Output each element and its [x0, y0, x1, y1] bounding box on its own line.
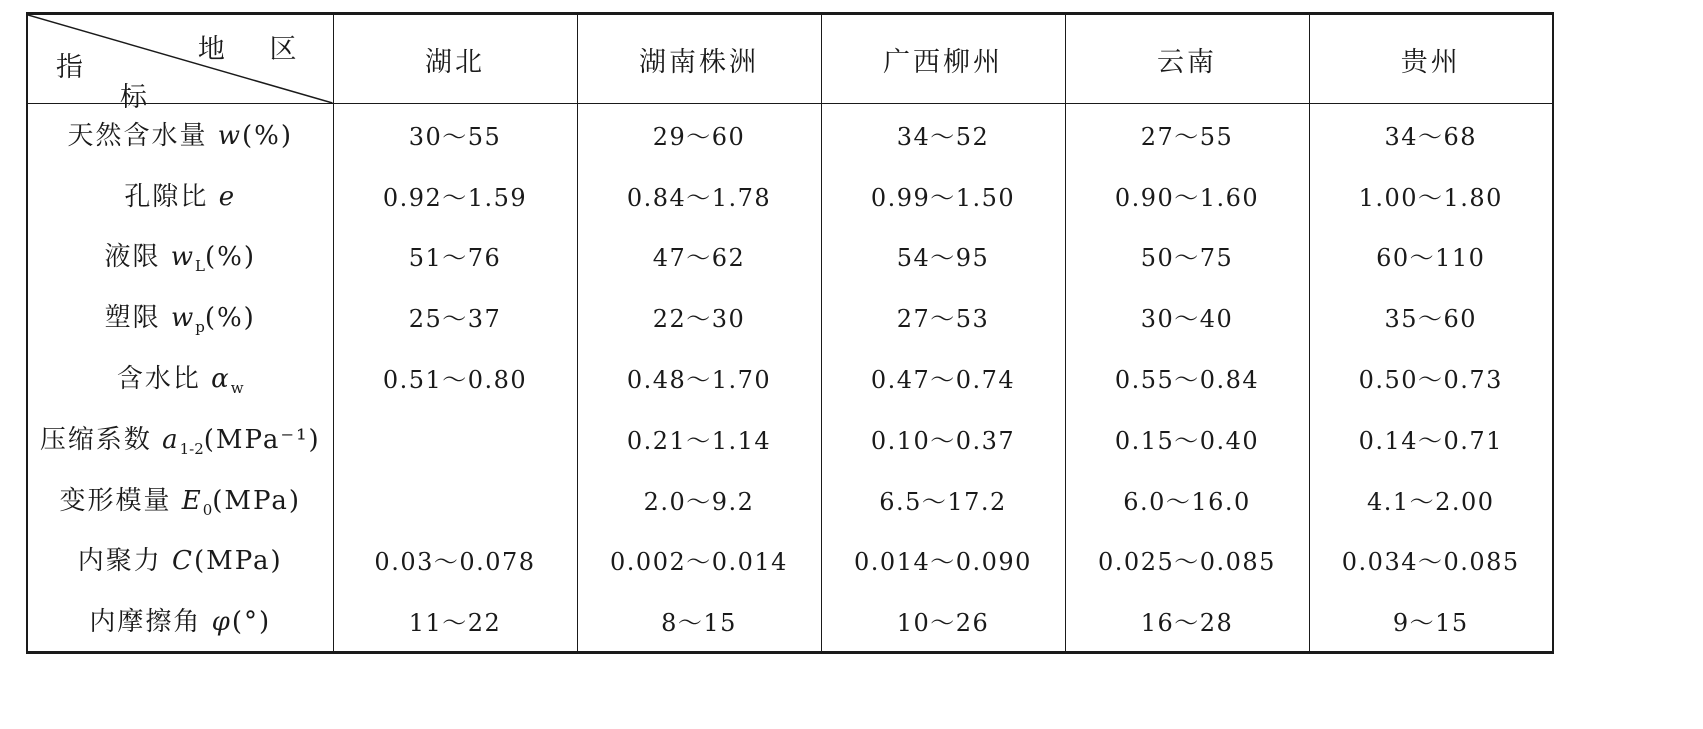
value-cell: 6.5～17.2 [821, 469, 1065, 530]
table-row [27, 226, 1553, 287]
indicator-subscript: 0 [202, 500, 213, 519]
value-cell: 0.025～0.085 [1065, 530, 1309, 591]
soil-properties-table [26, 12, 1554, 654]
value-cell: 50～75 [1065, 226, 1309, 287]
indicator-symbol: e [218, 181, 237, 212]
corner-region-label: 地 区 [197, 34, 315, 65]
value-cell: 0.47～0.74 [821, 347, 1065, 408]
value-cell: 0.50～0.73 [1309, 347, 1553, 408]
indicator-label-cell [27, 469, 333, 530]
indicator-subscript: p [195, 318, 205, 337]
indicator-unit: (MPa) [212, 485, 302, 516]
value-cell: 9～15 [1309, 590, 1553, 652]
indicator-symbol: w [170, 242, 196, 273]
value-cell: 47～62 [577, 226, 821, 287]
indicator-label-cell [27, 165, 333, 226]
indicator-symbol: C [172, 546, 194, 577]
indicator-name: 内聚力 [77, 546, 173, 577]
indicator-subscript: L [195, 257, 205, 276]
value-cell: 0.15～0.40 [1065, 408, 1309, 469]
value-cell: 34～68 [1309, 104, 1553, 165]
header-row [27, 14, 1553, 104]
indicator-label-cell [27, 530, 333, 591]
value-cell: 0.002～0.014 [577, 530, 821, 591]
table-row [27, 165, 1553, 226]
value-cell: 0.014～0.090 [821, 530, 1065, 591]
indicator-name: 天然含水量 [67, 120, 218, 151]
indicator-symbol: φ [211, 607, 232, 638]
indicator-symbol: w [217, 120, 243, 151]
value-cell: 27～55 [1065, 104, 1309, 165]
value-cell: 30～40 [1065, 286, 1309, 347]
region-header: 广西柳州 [821, 14, 1065, 104]
value-cell: 0.92～1.59 [333, 165, 577, 226]
value-cell [333, 469, 577, 530]
indicator-name: 压缩系数 [39, 424, 163, 455]
indicator-unit: (%) [204, 303, 256, 334]
value-cell: 16～28 [1065, 590, 1309, 652]
table-row [27, 347, 1553, 408]
value-cell: 34～52 [821, 104, 1065, 165]
corner-indicator-label-part2: 标 [120, 82, 150, 113]
region-header: 湖北 [333, 14, 577, 104]
table-row [27, 590, 1553, 652]
value-cell: 0.03～0.078 [333, 530, 577, 591]
indicator-subscript: w [230, 379, 244, 398]
indicator-label-cell [27, 408, 333, 469]
region-header: 贵州 [1309, 14, 1553, 104]
value-cell: 0.034～0.085 [1309, 530, 1553, 591]
value-cell: 51～76 [333, 226, 577, 287]
indicator-symbol: a [162, 424, 180, 455]
indicator-label-cell [27, 347, 333, 408]
table-row [27, 530, 1553, 591]
value-cell: 0.48～1.70 [577, 347, 821, 408]
value-cell: 35～60 [1309, 286, 1553, 347]
indicator-unit: (°) [231, 607, 272, 638]
value-cell: 0.21～1.14 [577, 408, 821, 469]
region-header: 湖南株洲 [577, 14, 821, 104]
indicator-symbol: E [181, 485, 203, 516]
indicator-name: 孔隙比 [124, 181, 219, 212]
indicator-label-cell [27, 104, 333, 165]
indicator-label-cell [27, 590, 333, 652]
value-cell: 0.90～1.60 [1065, 165, 1309, 226]
value-cell: 6.0～16.0 [1065, 469, 1309, 530]
indicator-symbol: w [170, 303, 196, 334]
indicator-subscript: 1-2 [179, 439, 204, 458]
value-cell: 29～60 [577, 104, 821, 165]
indicator-name: 液限 [104, 242, 171, 273]
corner-header-cell [27, 14, 333, 113]
value-cell: 8～15 [577, 590, 821, 652]
value-cell: 0.10～0.37 [821, 408, 1065, 469]
value-cell: 0.14～0.71 [1309, 408, 1553, 469]
indicator-name: 内摩擦角 [89, 607, 212, 638]
indicator-symbol: α [211, 364, 231, 395]
value-cell: 0.99～1.50 [821, 165, 1065, 226]
value-cell: 2.0～9.2 [577, 469, 821, 530]
indicator-name: 含水比 [116, 364, 212, 395]
indicator-label-cell [27, 226, 333, 287]
value-cell: 0.55～0.84 [1065, 347, 1309, 408]
indicator-unit: (%) [205, 242, 256, 273]
indicator-name: 变形模量 [59, 485, 182, 516]
table-row [27, 104, 1553, 165]
value-cell: 0.51～0.80 [333, 347, 577, 408]
value-cell: 25～37 [333, 286, 577, 347]
value-cell: 22～30 [577, 286, 821, 347]
value-cell: 54～95 [821, 226, 1065, 287]
value-cell: 30～55 [333, 104, 577, 165]
value-cell: 60～110 [1309, 226, 1553, 287]
indicator-label-cell [27, 286, 333, 347]
table-row [27, 408, 1553, 469]
indicator-unit: (%) [242, 120, 294, 151]
indicator-unit: (MPa⁻¹) [203, 424, 321, 455]
value-cell: 11～22 [333, 590, 577, 652]
region-header: 云南 [1065, 14, 1309, 104]
table-row [27, 286, 1553, 347]
indicator-name: 塑限 [104, 303, 171, 334]
corner-indicator-label-part1: 指 [56, 52, 86, 83]
table-row [27, 469, 1553, 530]
value-cell [333, 408, 577, 469]
value-cell: 1.00～1.80 [1309, 165, 1553, 226]
indicator-unit: (MPa) [193, 546, 283, 577]
value-cell: 4.1～2.00 [1309, 469, 1553, 530]
value-cell: 27～53 [821, 286, 1065, 347]
value-cell: 0.84～1.78 [577, 165, 821, 226]
value-cell: 10～26 [821, 590, 1065, 652]
